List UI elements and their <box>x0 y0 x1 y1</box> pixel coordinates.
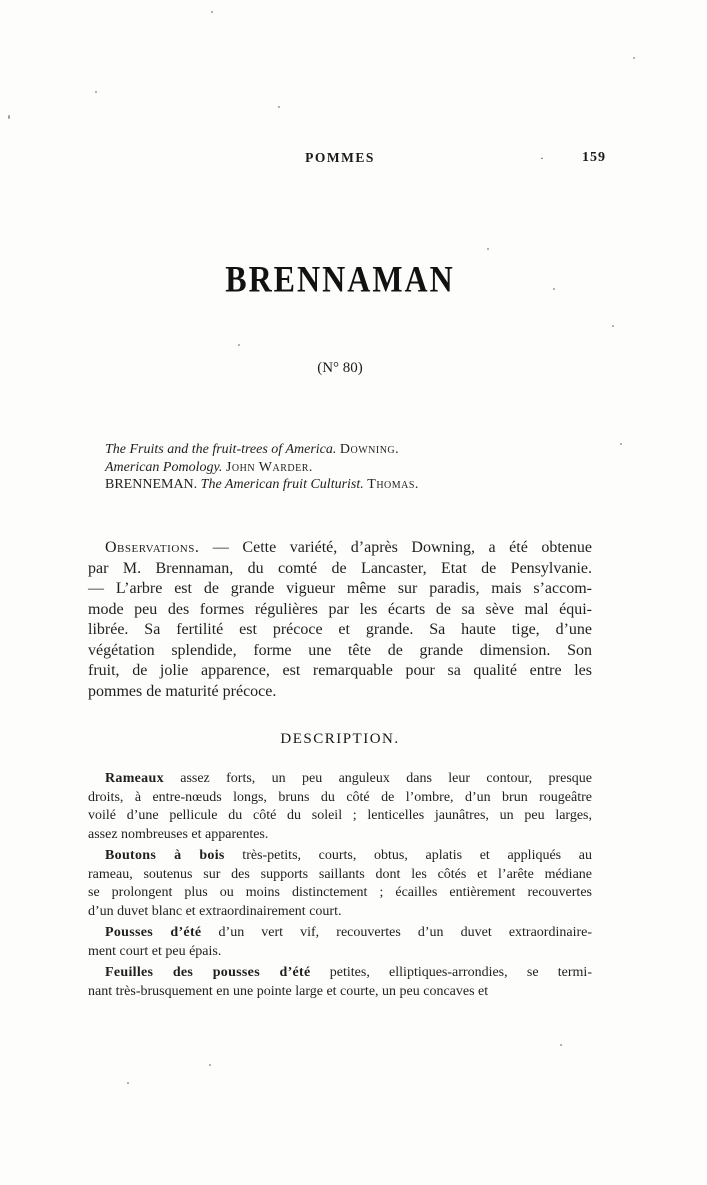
scan-speck <box>633 57 635 59</box>
description-paragraph <box>88 770 592 844</box>
page-header <box>88 150 606 170</box>
text-line <box>88 789 592 808</box>
scan-speck <box>209 1064 211 1066</box>
text-segment: ment court et peu épais. <box>88 943 222 959</box>
text-line <box>88 847 592 866</box>
text-segment: mode peu des formes régulières par les écarts de sa sève mal équi- <box>88 600 592 618</box>
text-segment: American Pomology. <box>105 459 226 475</box>
description-paragraph <box>88 964 592 1001</box>
text-line <box>88 770 592 789</box>
text-line <box>88 884 592 903</box>
text-line <box>88 682 592 703</box>
text-line <box>88 559 592 580</box>
text-segment: d’un duvet blanc et extraordinairement court. <box>88 903 342 919</box>
text-segment: BRENNEMAN. <box>105 477 201 492</box>
text-line <box>88 903 592 922</box>
text-segment: droits, à entre-nœuds longs, bruns du côté de l’ombre, d’un brun rougeâtre <box>88 789 592 805</box>
observations-paragraph <box>88 538 592 702</box>
text-line <box>88 866 592 885</box>
text-line <box>88 826 592 845</box>
text-line <box>88 538 592 559</box>
description-paragraph <box>88 847 592 921</box>
text-line <box>88 661 592 682</box>
variety-title: BRENNAMAN <box>225 258 455 300</box>
text-segment: librée. Sa fertilité est précoce et grande. Sa haute tige, d’une <box>88 621 592 638</box>
text-segment: petites, elliptiques-arrondies, se termi- <box>310 965 592 980</box>
text-segment: The American fruit Culturist. <box>200 477 368 492</box>
scan-speck <box>278 106 280 108</box>
text-segment: voilé d’une pellicule du côté du soleil ; lenticelles jaunâtres, un peu larges, <box>88 808 592 823</box>
text-segment: nant très-brusquement en une pointe large et courte, un peu concaves et <box>88 983 489 999</box>
text-segment: — L’arbre est de grande vigueur même sur paradis, mais s’accom- <box>88 580 592 597</box>
scan-speck <box>620 443 622 445</box>
text-segment: pommes de maturité précoce. <box>88 682 277 700</box>
scan-speck <box>211 11 213 13</box>
text-line <box>88 983 592 1002</box>
bibliography-list <box>105 441 595 494</box>
scan-speck <box>553 288 555 290</box>
scan-speck <box>95 91 97 93</box>
header-separator-dot: · <box>540 151 544 165</box>
paragraph-lead-in: Pousses d’été <box>105 925 202 940</box>
scan-speck <box>560 1044 562 1046</box>
scan-speck <box>612 325 614 327</box>
text-segment: John Warder. <box>225 459 313 475</box>
text-line <box>105 476 595 494</box>
description-paragraph <box>88 924 592 961</box>
text-line <box>88 600 592 621</box>
text-segment: végétation splendide, forme une tête de grande dimension. Son <box>88 641 592 659</box>
text-line <box>88 579 592 600</box>
description-heading: DESCRIPTION. <box>280 731 400 747</box>
running-title: POMMES <box>305 150 375 165</box>
text-segment: fruit, de jolie apparence, est remarquable pour sa qualité entre les <box>88 662 592 679</box>
paragraph-lead-in: Feuilles des pousses d’été <box>105 965 311 980</box>
text-line <box>105 459 595 477</box>
text-segment: assez forts, un peu anguleux dans leur contour, presque <box>163 771 592 786</box>
text-segment: assez nombreuses et apparentes. <box>88 826 269 842</box>
text-segment: d’un vert vif, recouvertes d’un duvet extraordinaire- <box>201 925 593 940</box>
page-number: 159 <box>582 150 606 165</box>
text-line <box>88 620 592 641</box>
text-line <box>88 807 592 826</box>
text-line <box>105 441 595 459</box>
text-line <box>88 924 592 943</box>
text-segment: Downing. <box>339 442 400 457</box>
text-line <box>88 964 592 983</box>
scan-speck <box>127 1082 129 1084</box>
scan-speck <box>8 115 10 119</box>
variety-number: (N° 80) <box>317 360 363 376</box>
text-segment: Thomas. <box>367 477 419 492</box>
description-section <box>88 770 592 1004</box>
text-line <box>88 641 592 662</box>
text-segment: très-petits, courts, obtus, aplatis et appliqués au <box>224 848 592 863</box>
text-line <box>88 943 592 962</box>
paragraph-lead-in: Rameaux <box>105 771 164 786</box>
scan-speck <box>238 344 240 346</box>
text-segment: rameau, soutenus sur des supports saillants dont les côtés et l’arête médiane <box>88 866 592 882</box>
text-segment: The Fruits and the fruit-trees of America. <box>105 442 340 457</box>
text-segment: se prolongent plus ou moins distinctement ; écailles entièrement recouvertes <box>88 885 592 900</box>
text-segment: — Cette variété, d’après Downing, a été obtenue <box>199 539 592 556</box>
scan-speck <box>487 248 489 250</box>
text-segment: par M. Brennaman, du comté de Lancaster, Etat de Pensylvanie. <box>88 559 592 577</box>
paragraph-lead-in: Boutons à bois <box>105 848 225 863</box>
text-segment: Observations. <box>105 539 200 556</box>
